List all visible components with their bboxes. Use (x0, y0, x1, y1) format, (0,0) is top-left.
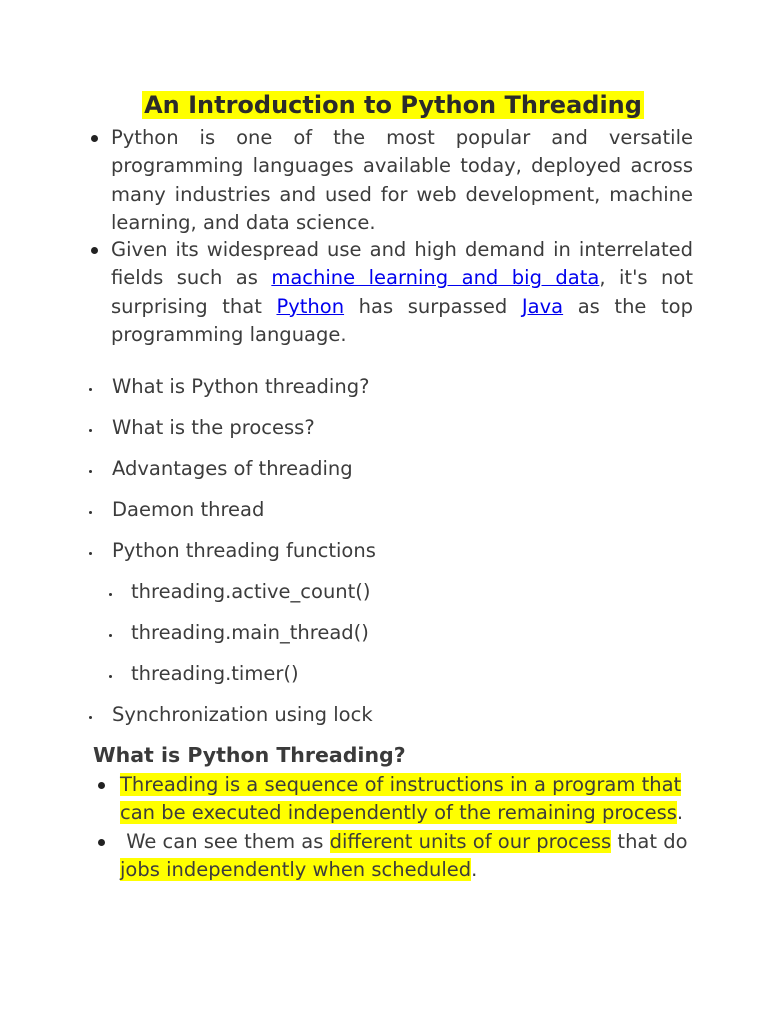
bullet-marker (91, 135, 98, 142)
toc-marker (89, 716, 92, 719)
section-heading: What is Python Threading? (93, 743, 406, 767)
toc-marker (89, 511, 92, 514)
link-python[interactable]: Python (276, 294, 345, 318)
intro-bullet-2-text-c: has surpassed (344, 294, 522, 318)
toc-marker (109, 675, 112, 678)
bullet-marker (98, 839, 105, 846)
toc-subitem-main-thread: threading.main_thread() (131, 621, 369, 644)
toc-marker (89, 552, 92, 555)
toc-marker (109, 634, 112, 637)
bullet-marker (91, 247, 98, 254)
intro-bullet-2-text-b: , it's not surprising that (111, 266, 693, 318)
section-bullet-2-highlight-2: jobs independently when scheduled (120, 858, 472, 882)
section-bullet-1-highlight: Threading is a sequence of instructions in a program that can be executed independently of the remaining process (120, 773, 682, 825)
link-java[interactable]: Java (521, 294, 564, 318)
section-bullet-1-tail: . (676, 801, 684, 825)
toc-marker (109, 593, 112, 596)
section-bullet-1 (120, 771, 700, 828)
document-title-text: An Introduction to Python Threading (144, 91, 642, 119)
toc-item-daemon-thread: Daemon thread (112, 498, 265, 521)
section-bullet-2 (120, 828, 700, 885)
section-bullet-2-tail: . (471, 858, 478, 882)
toc-marker (89, 388, 92, 391)
toc-subitem-active-count: threading.active_count() (131, 580, 371, 603)
intro-bullet-2 (111, 236, 693, 349)
toc-marker (89, 429, 92, 432)
toc-marker (89, 470, 92, 473)
intro-bullet-2-text-d: as the top programming language. (111, 294, 693, 346)
toc-item-threading-functions: Python threading functions (112, 539, 376, 562)
toc-item-synchronization: Synchronization using lock (112, 703, 373, 726)
intro-bullet-1 (111, 124, 693, 237)
section-bullet-2-highlight-1: different units of our process (329, 830, 612, 853)
toc-item-what-is-process: What is the process? (112, 416, 315, 439)
section-bullet-2-lead: We can see them as (120, 830, 330, 853)
toc-subitem-timer: threading.timer() (131, 662, 299, 685)
section-bullet-2-mid: that do (611, 830, 688, 853)
document-title (0, 88, 768, 122)
toc-item-advantages: Advantages of threading (112, 457, 353, 480)
toc-item-what-is-threading: What is Python threading? (112, 375, 370, 398)
intro-bullet-1-text: Python is one of the most popular and versatile programming languages available today, deployed across many industries and used for web development, machine learning, and data science. (111, 126, 693, 234)
intro-bullet-2-text-a: Given its widespread use and high demand in interrelated fields such as (111, 238, 693, 290)
bullet-marker (98, 782, 105, 789)
link-machine-learning-big-data[interactable]: machine learning and big data (271, 266, 600, 290)
